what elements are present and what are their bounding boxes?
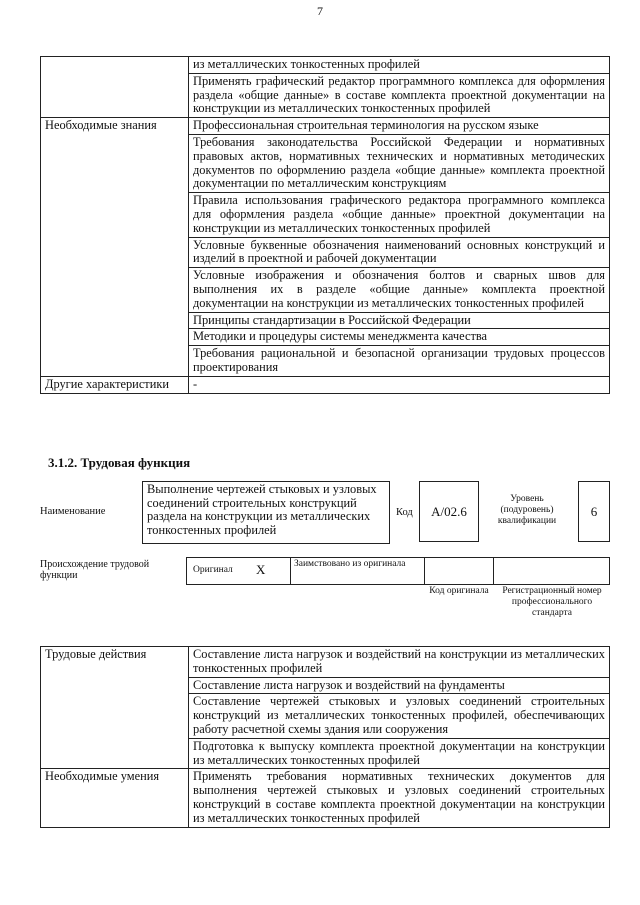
- table-cell: Условные буквенные обозначения наименований основных конструкций и изделий в проектной и рабочей документации: [189, 237, 610, 268]
- level-label: Уровень (подуровень) квалификации: [497, 494, 557, 526]
- code-label: Код: [396, 507, 413, 518]
- borrowed-label: Заимствовано из оригинала: [294, 559, 406, 569]
- page-number: 7: [317, 4, 323, 18]
- origin-label: Происхождение трудовой функции: [40, 559, 150, 581]
- table-cell: Составление листа нагрузок и воздействий на конструкции из металлических тонкостенных профилей: [189, 647, 610, 678]
- row-label: [41, 57, 189, 118]
- table-cell: Условные изображения и обозначения болтов и сварных швов для выполнения их в разделе «общие данные» комплекта проектной документации на конструкции из металлических тонкостенных профилей: [189, 268, 610, 312]
- row-label-knowledge: Необходимые знания: [41, 118, 189, 377]
- table-cell: -: [189, 376, 610, 393]
- table-cell: Составление листа нагрузок и воздействий на фундаменты: [189, 677, 610, 694]
- table-row: [41, 118, 610, 135]
- level-value-box: 6: [578, 481, 610, 542]
- table-cell: Требования рациональной и безопасной организации трудовых процессов проектирования: [189, 346, 610, 377]
- table-row: [41, 376, 610, 393]
- table-row: [41, 647, 610, 678]
- table-cell: Подготовка к выпуску комплекта проектной документации на конструкции из металлических тонкостенных профилей: [189, 738, 610, 769]
- code-caption: Код оригинала: [429, 586, 489, 596]
- table-cell: Методики и процедуры системы менеджмента качества: [189, 329, 610, 346]
- table-cell: Составление чертежей стыковых и узловых соединений строительных конструкций из металлических тонкостенных профилей, обеспечивающих работу расчетной схемы здания или сооружения: [189, 694, 610, 738]
- table-cell: Профессиональная строительная терминология на русском языке: [189, 118, 610, 135]
- origin-divider: [290, 557, 291, 585]
- table-cell: Применять требования нормативных технических документов для выполнения чертежей стыковых и узловых соединений строительных конструкций в составе комплекта проектной документации на конструкции из металлических тонкостенных профилей: [189, 769, 610, 827]
- name-label: Наименование: [40, 506, 106, 517]
- competency-table-continued: [40, 56, 610, 394]
- row-label-skills: Необходимые умения: [41, 769, 189, 827]
- table-row: [41, 769, 610, 827]
- original-mark: X: [256, 562, 266, 577]
- labor-function-table: [40, 646, 610, 828]
- table-cell: Применять графический редактор программного комплекса для оформления раздела «общие данные» в составе комплекта проектной документации на конструкции из металлических тонкостенных профилей: [189, 73, 610, 117]
- row-label-actions: Трудовые действия: [41, 647, 189, 769]
- original-label: Оригинал: [193, 565, 233, 575]
- function-name-box: Выполнение чертежей стыковых и узловых соединений строительных конструкций раздела на конструкции из металлических тонкостенных профилей: [142, 481, 390, 544]
- origin-divider: [493, 557, 494, 585]
- reg-caption: Регистрационный номер профессионального стандарта: [502, 586, 602, 618]
- table-cell: Принципы стандартизации в Российской Федерации: [189, 312, 610, 329]
- table-row: [41, 57, 610, 74]
- table-cell: Требования законодательства Российской Федерации и нормативных правовых актов, нормативных технических и нормативных методических документов по оформлению раздела «общие данные» комплекта проектной документации по металлическим конструкциям: [189, 134, 610, 192]
- code-value-box: А/02.6: [419, 481, 479, 542]
- section-title: 3.1.2. Трудовая функция: [48, 455, 191, 470]
- row-label-other: Другие характеристики: [41, 376, 189, 393]
- origin-divider: [424, 557, 425, 585]
- table-cell: из металлических тонкостенных профилей: [189, 57, 610, 74]
- table-cell: Правила использования графического редактора программного комплекса для оформления раздела «общие данные» проектной документации на конструкции из металлических тонкостенных профилей: [189, 193, 610, 237]
